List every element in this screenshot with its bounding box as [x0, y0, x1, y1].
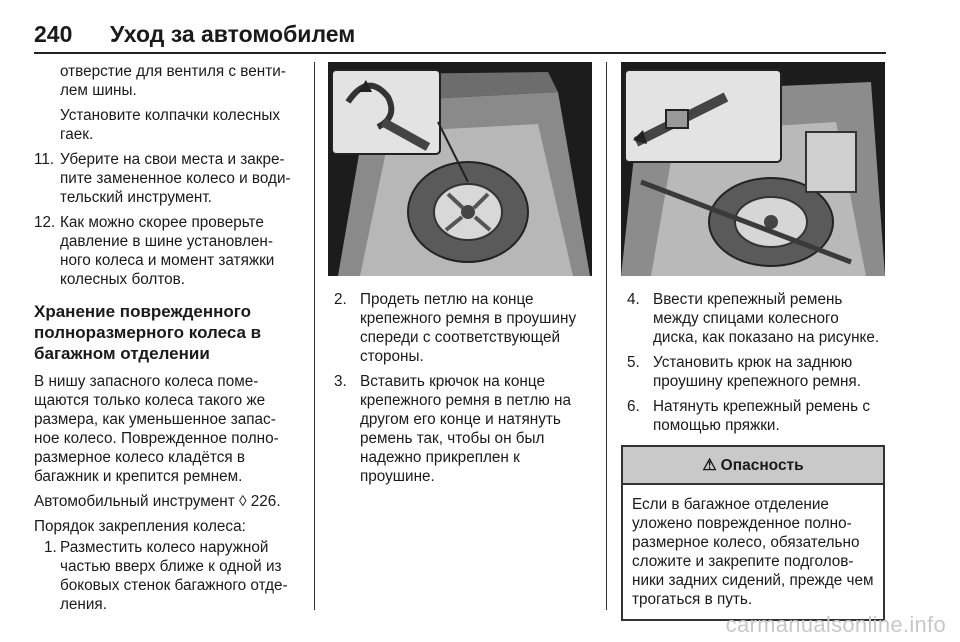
text-line: отверстие для вентиля с венти-	[60, 63, 286, 80]
item-text: Уберите на свои места и закре- пите замененное колесо и води- тельский инструмент.	[60, 151, 291, 206]
tools-reference	[34, 492, 302, 511]
page-ref-icon: ◊	[238, 493, 247, 510]
item-text: Как можно скорее проверьте давление в шине установлен- ного колеса и момент затяжки колесных болтов.	[60, 214, 275, 288]
reference-text: Автомобильный инструмент	[34, 493, 235, 510]
page-title: Уход за автомобилем	[110, 21, 356, 47]
list-item	[34, 213, 302, 289]
column-divider	[314, 62, 315, 610]
list-item	[621, 353, 885, 391]
warning-text: Если в багажное отделение уложено поврежденное полно- размерное колесо, обязательно сложите и закрепите подголов- ники задних сидений, прежде чем трогаться в путь.	[632, 496, 874, 608]
list-item	[621, 290, 885, 347]
item-number: 4.	[627, 291, 640, 308]
text-line: лем шины.	[60, 82, 137, 99]
list-item	[34, 150, 302, 207]
column-right	[621, 62, 885, 621]
trunk-illustration-strap	[621, 62, 885, 276]
item-text: Вставить крючок на конце крепежного ремня в петлю на другом его конце и натянуть ремень так, чтобы он был надежно прикреплен к проушине.	[360, 373, 571, 485]
column-middle	[328, 62, 592, 492]
intro-paragraph: В нишу запасного колеса поме- щаются только колеса такого же размера, как уменьшенное запас- ное колесо. Поврежденное полно- размерное колесо кладётся в багажник и крепится ремнем.	[34, 373, 279, 485]
warning-box	[621, 445, 885, 621]
item-number: 5.	[627, 354, 640, 371]
watermark: carmanualsonline.info	[725, 612, 946, 637]
page-header	[34, 20, 886, 54]
column-left	[34, 62, 302, 620]
reference-page-link[interactable]: 226.	[250, 493, 281, 510]
list-item	[34, 538, 302, 614]
warning-title: Опасность	[720, 456, 804, 474]
warning-header	[623, 447, 883, 485]
warning-triangle-icon: ⚠	[702, 456, 717, 474]
list-item	[328, 372, 592, 486]
item-text: Установить крюк на заднюю проушину крепежного ремня.	[653, 354, 861, 390]
procedure-label: Порядок закрепления колеса:	[34, 518, 246, 535]
item-text: Ввести крепежный ремень между спицами колесного диска, как показано на рисунке.	[653, 291, 880, 346]
continued-text	[34, 62, 302, 100]
item-number: 3.	[334, 373, 347, 390]
item-text: Продеть петлю на конце крепежного ремня в проушину спереди с соответствующей стороны.	[360, 291, 577, 365]
item-number: 1.	[44, 539, 57, 556]
item-text: Натянуть крепежный ремень с помощью пряжки.	[653, 398, 870, 434]
list-item	[621, 397, 885, 435]
cap-note: Установите колпачки колесных гаек.	[60, 107, 280, 143]
item-text: Разместить колесо наружной частью вверх ближе к одной из боковых стенок багажного отде- ления.	[60, 539, 288, 613]
page-number: 240	[34, 21, 73, 47]
item-number: 12.	[34, 214, 56, 231]
item-number: 2.	[334, 291, 347, 308]
list-item	[328, 290, 592, 366]
trunk-illustration-loop	[328, 62, 592, 276]
item-number: 11.	[34, 151, 55, 168]
item-number: 6.	[627, 398, 640, 415]
column-divider	[606, 62, 607, 610]
section-heading: Хранение поврежденного полноразмерного колеса в багажном отделении	[34, 302, 262, 363]
